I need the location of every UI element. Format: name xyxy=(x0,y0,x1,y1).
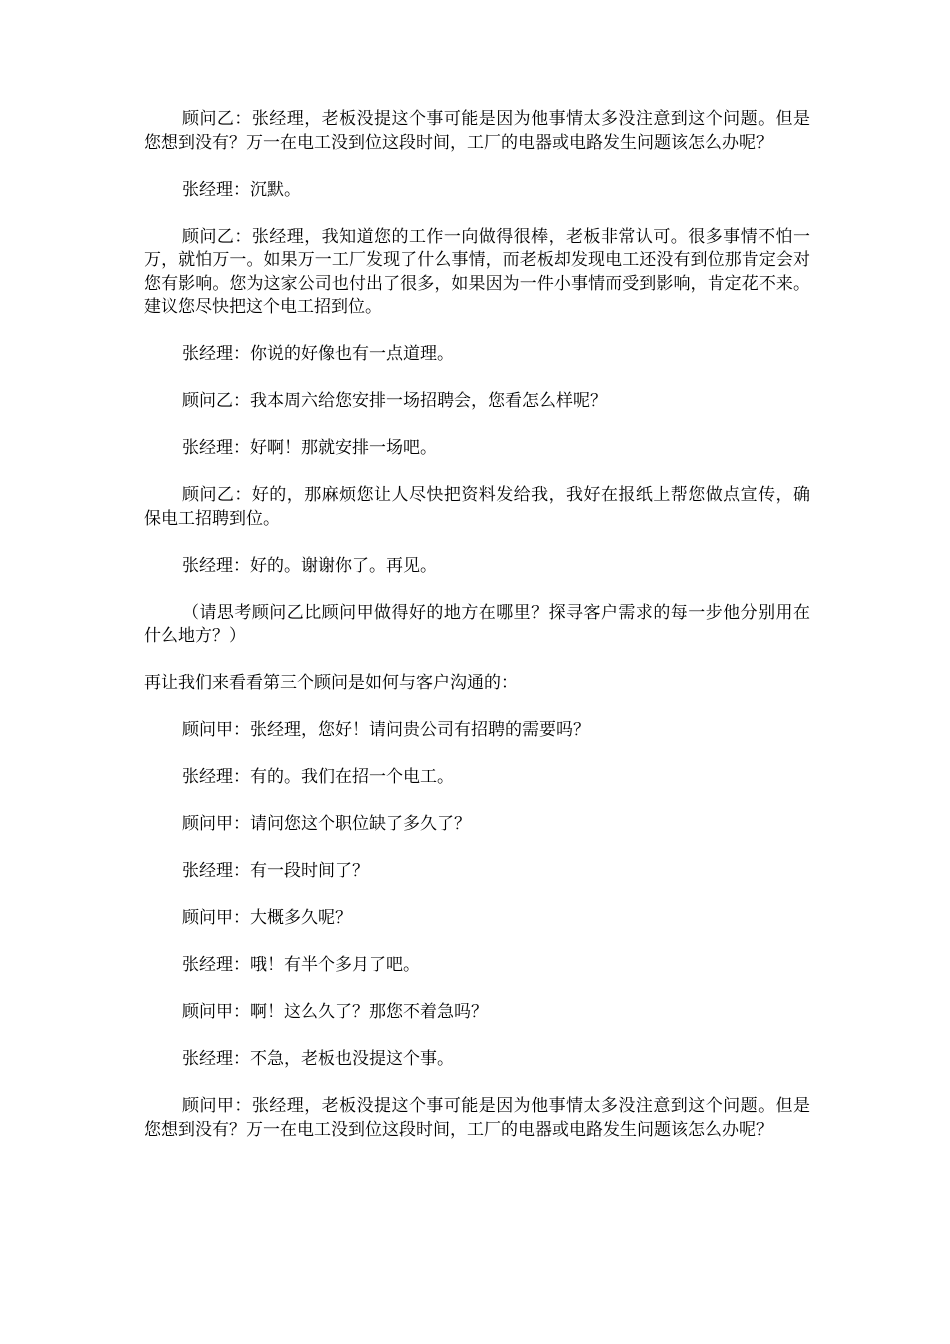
paragraph-19: 顾问甲：张经理，老板没提这个事可能是因为他事情太多没注意到这个问题。但是您想到没有？万一在电工没到位这段时间，工厂的电器或电路发生问题该怎么办呢？ xyxy=(144,1096,810,1140)
paragraph-9: （请思考顾问乙比顾问甲做得好的地方在哪里？探寻客户需求的每一步他分别用在什么地方？） xyxy=(144,602,810,646)
paragraph-3: 顾问乙：张经理，我知道您的工作一向做得很棒，老板非常认可。很多事情不怕一万，就怕万一。如果万一工厂发现了什么事情，而老板却发现电工还没有到位那肯定会对您有影响。您为这家公司也付出了很多，如果因为一件小事情而受到影响，肯定花不来。建议您尽快把这个电工招到位。 xyxy=(144,226,810,317)
paragraph-2: 张经理：沉默。 xyxy=(182,179,301,200)
paragraph-15: 顾问甲：大概多久呢？ xyxy=(182,908,352,928)
paragraph-gap xyxy=(144,790,810,814)
paragraph-gap xyxy=(144,202,810,226)
paragraph-gap xyxy=(144,461,810,485)
paragraph-4: 张经理：你说的好像也有一点道理。 xyxy=(182,344,454,364)
paragraph-16: 张经理：哦！有半个多月了吧。 xyxy=(182,955,420,975)
paragraph-8: 张经理：好的。谢谢你了。再见。 xyxy=(182,555,437,576)
paragraph-10: 再让我们来看看第三个顾问是如何与客户沟通的： xyxy=(144,673,518,693)
paragraph-5: 顾问乙：我本周六给您安排一场招聘会，您看怎么样呢？ xyxy=(182,391,607,411)
paragraph-18: 张经理：不急，老板也没提这个事。 xyxy=(182,1049,454,1069)
document-page xyxy=(144,108,810,1142)
paragraph-gap xyxy=(144,414,810,438)
paragraph-11: 顾问甲：张经理，您好！请问贵公司有招聘的需要吗？ xyxy=(182,720,590,740)
paragraph-gap xyxy=(144,578,810,602)
paragraph-gap xyxy=(144,1025,810,1049)
paragraph-gap xyxy=(144,931,810,955)
paragraph-gap xyxy=(144,649,810,673)
paragraph-12: 张经理：有的。我们在招一个电工。 xyxy=(182,767,454,787)
paragraph-gap xyxy=(144,696,810,720)
paragraph-13: 顾问甲：请问您这个职位缺了多久了？ xyxy=(182,814,471,834)
paragraph-6: 张经理：好啊！那就安排一场吧。 xyxy=(182,438,437,458)
paragraph-gap xyxy=(144,743,810,767)
paragraph-gap xyxy=(144,531,810,555)
paragraph-1: 顾问乙：张经理，老板没提这个事可能是因为他事情太多没注意到这个问题。但是您想到没有？万一在电工没到位这段时间，工厂的电器或电路发生问题该怎么办呢？ xyxy=(144,109,810,153)
paragraph-gap xyxy=(144,837,810,861)
paragraph-gap xyxy=(144,978,810,1002)
paragraph-gap xyxy=(144,320,810,344)
paragraph-gap xyxy=(144,367,810,391)
paragraph-gap xyxy=(144,884,810,908)
paragraph-14: 张经理：有一段时间了？ xyxy=(182,861,369,881)
paragraph-7: 顾问乙：好的，那麻烦您让人尽快把资料发给我，我好在报纸上帮您做点宣传，确保电工招聘到位。 xyxy=(144,485,810,529)
paragraph-17: 顾问甲：啊！这么久了？那您不着急吗？ xyxy=(182,1002,488,1022)
paragraph-gap xyxy=(144,155,810,179)
paragraph-gap xyxy=(144,1072,810,1096)
